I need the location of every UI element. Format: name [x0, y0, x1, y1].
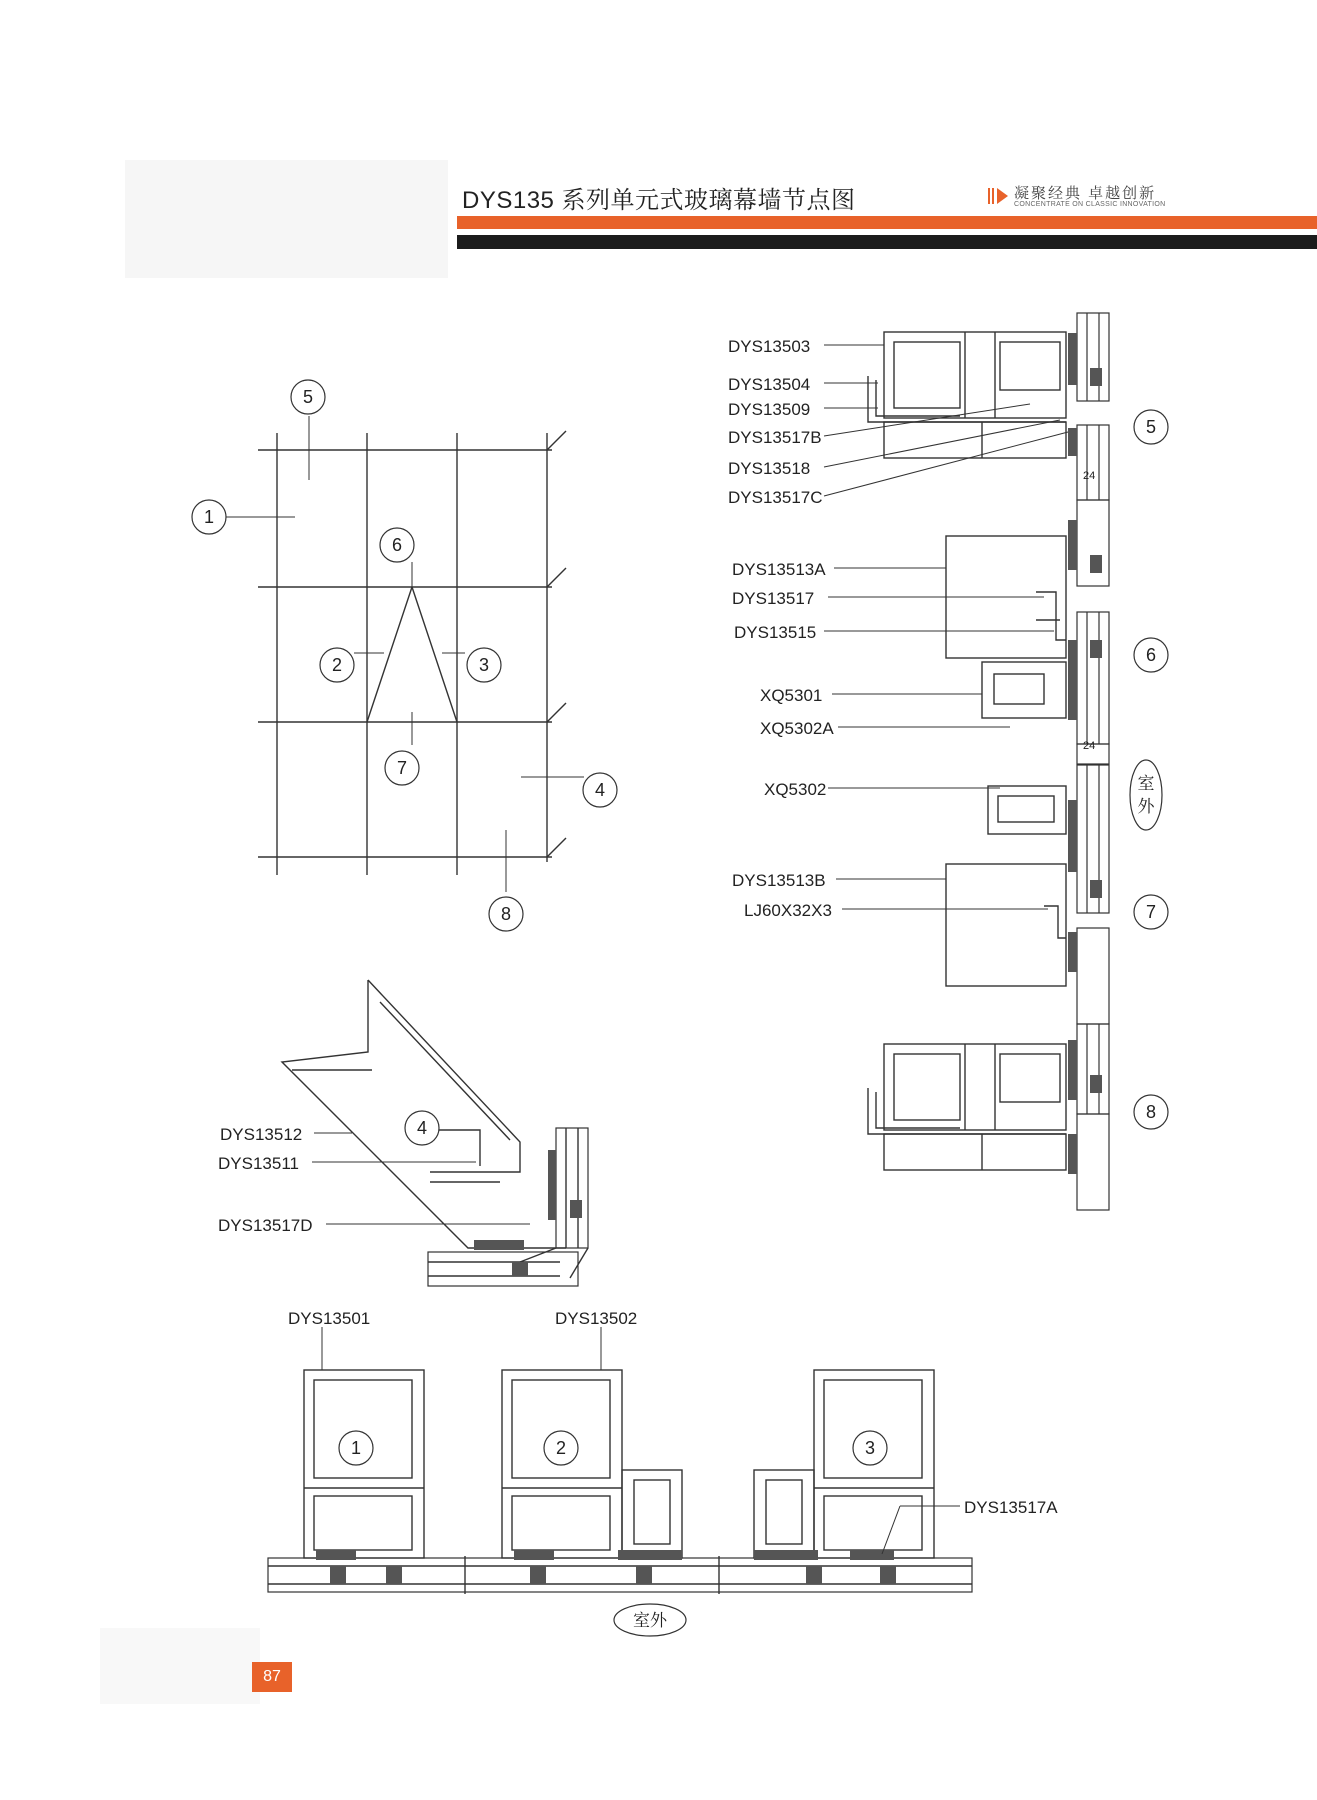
label-dys13512: DYS13512	[220, 1125, 303, 1144]
label-lj60x32x3: LJ60X32X3	[744, 901, 832, 920]
label-dys13517d: DYS13517D	[218, 1216, 313, 1235]
section-marker-5-label: 5	[1145, 417, 1157, 437]
section-marker-2-label: 2	[555, 1438, 567, 1458]
label-dys13517b: DYS13517B	[728, 428, 822, 447]
section-marker-3-label: 3	[864, 1438, 876, 1458]
label-dys13504: DYS13504	[728, 375, 811, 394]
grid-marker-5-label: 5	[302, 387, 314, 407]
section-marker-7-label: 7	[1145, 902, 1157, 922]
grid-marker-1-label: 1	[203, 507, 215, 527]
section-marker-8-label: 8	[1145, 1102, 1157, 1122]
label-dys13517a: DYS13517A	[964, 1498, 1058, 1517]
page-number: 87	[252, 1662, 292, 1692]
elevation-grid	[226, 416, 584, 892]
grid-marker-7-label: 7	[396, 758, 408, 778]
vertical-section	[868, 313, 1109, 1210]
label-dys13517c: DYS13517C	[728, 488, 823, 507]
label-xq5301: XQ5301	[760, 686, 823, 705]
grid-marker-3-label: 3	[478, 655, 490, 675]
label-dys13501: DYS13501	[288, 1309, 371, 1328]
section-marker-6-label: 6	[1145, 645, 1157, 665]
exterior-marker-vertical	[1130, 760, 1162, 830]
section-marker-1-label: 1	[350, 1438, 362, 1458]
horizontal-sections	[268, 1370, 972, 1594]
grid-marker-8-label: 8	[500, 904, 512, 924]
dimension-24-lower: 24	[1083, 740, 1096, 752]
exterior-vertical-char-2: 外	[1137, 797, 1155, 816]
dimension-24-upper: 24	[1083, 470, 1096, 482]
page-title: DYS135 系列单元式玻璃幕墙节点图	[462, 187, 856, 214]
exterior-vertical-char-1: 室	[1137, 774, 1155, 793]
exterior-label-horizontal: 室外	[633, 1611, 667, 1630]
label-dys13518: DYS13518	[728, 459, 811, 478]
label-xq5302: XQ5302	[764, 780, 827, 799]
slogan-english: CONCENTRATE ON CLASSIC INNOVATION	[1014, 201, 1166, 208]
grid-marker-6-label: 6	[391, 535, 403, 555]
label-xq5302a: XQ5302A	[760, 719, 834, 738]
label-dys13517: DYS13517	[732, 589, 815, 608]
label-dys13511: DYS13511	[218, 1154, 299, 1173]
label-dys13513a: DYS13513A	[732, 560, 826, 579]
label-dys13515: DYS13515	[734, 623, 817, 642]
slogan-chinese: 凝聚经典 卓越创新	[1014, 185, 1157, 202]
grid-marker-4-label: 4	[594, 780, 606, 800]
grid-marker-2-label: 2	[331, 655, 343, 675]
label-dys13513b: DYS13513B	[732, 871, 826, 890]
label-dys13502: DYS13502	[555, 1309, 638, 1328]
label-dys13503: DYS13503	[728, 337, 811, 356]
section-marker-4-label: 4	[416, 1118, 428, 1138]
label-dys13509: DYS13509	[728, 400, 811, 419]
